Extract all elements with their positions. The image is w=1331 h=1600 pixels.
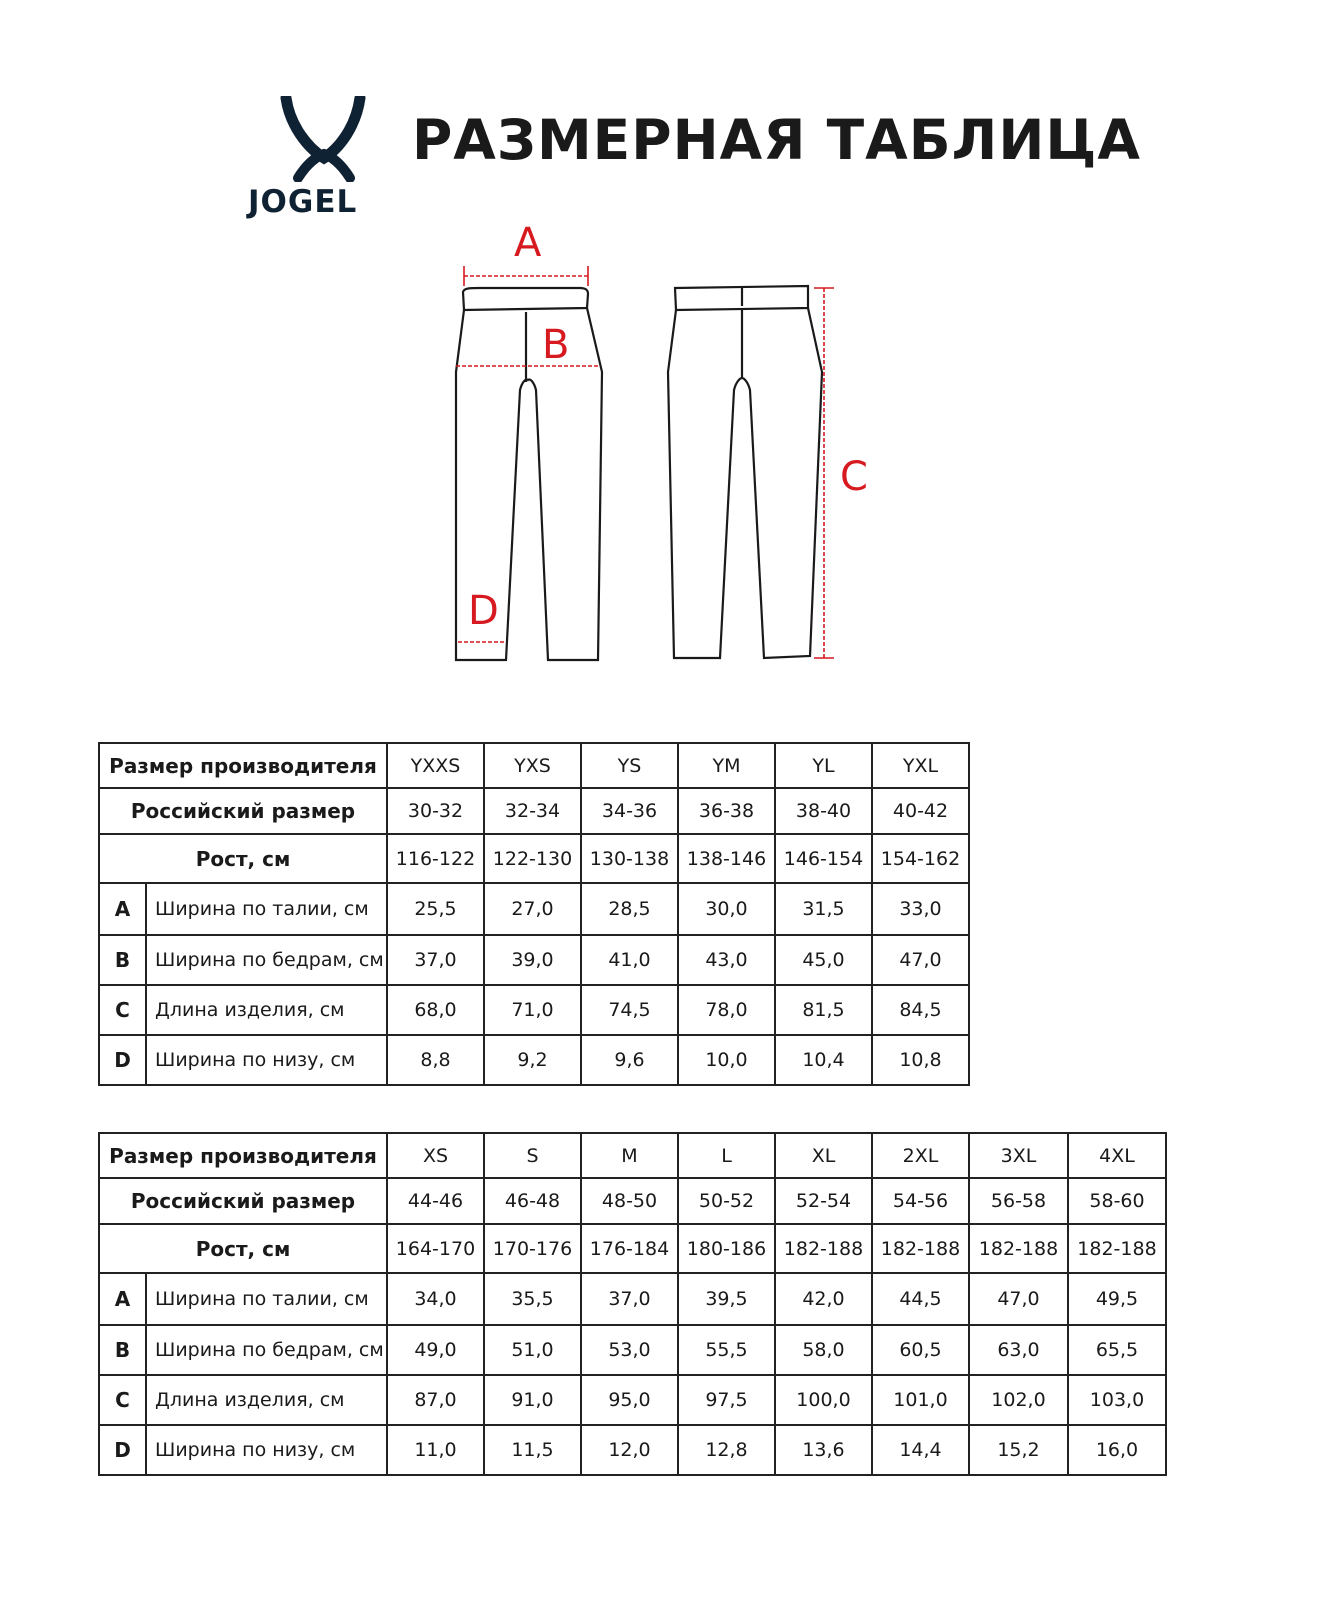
value-cell: 74,5 [581,985,678,1035]
table-row [99,1224,1166,1273]
measure-letter: B [99,935,146,985]
measure-letter: C [99,1375,146,1425]
value-cell: 39,0 [484,935,581,985]
label-a: A [514,222,542,266]
value-cell: 42,0 [775,1273,872,1325]
header-manufacturer-size: Размер производителя [99,1133,387,1178]
value-cell: 87,0 [387,1375,484,1425]
measure-label: Ширина по низу, см [146,1425,387,1475]
value-cell: 43,0 [678,935,775,985]
measure-label: Ширина по бедрам, см [146,935,387,985]
height-cell: 146-154 [775,834,872,883]
height-cell: 180-186 [678,1224,775,1273]
russian-size-cell: 34-36 [581,788,678,834]
value-cell: 44,5 [872,1273,969,1325]
label-d: D [468,588,499,634]
size-table-kids [98,742,970,1086]
height-cell: 182-188 [1068,1224,1166,1273]
russian-size-cell: 56-58 [969,1178,1068,1224]
value-cell: 37,0 [387,935,484,985]
value-cell: 47,0 [872,935,969,985]
value-cell: 31,5 [775,883,872,935]
size-cell: XS [387,1133,484,1178]
measure-label: Длина изделия, см [146,1375,387,1425]
value-cell: 53,0 [581,1325,678,1375]
value-cell: 65,5 [1068,1325,1166,1375]
value-cell: 12,8 [678,1425,775,1475]
measure-letter: A [99,1273,146,1325]
value-cell: 37,0 [581,1273,678,1325]
measure-label: Ширина по талии, см [146,883,387,935]
russian-size-cell: 54-56 [872,1178,969,1224]
russian-size-cell: 40-42 [872,788,969,834]
value-cell: 95,0 [581,1375,678,1425]
size-cell: 3XL [969,1133,1068,1178]
page-title: РАЗМЕРНАЯ ТАБЛИЦА [412,108,1141,172]
height-cell: 182-188 [872,1224,969,1273]
size-cell: YM [678,743,775,788]
brand-name: JOGEL [248,184,358,220]
dimension-b [456,322,600,368]
value-cell: 8,8 [387,1035,484,1085]
value-cell: 27,0 [484,883,581,935]
value-cell: 33,0 [872,883,969,935]
russian-size-cell: 36-38 [678,788,775,834]
header-russian-size: Российский размер [99,1178,387,1224]
value-cell: 81,5 [775,985,872,1035]
header-manufacturer-size: Размер производителя [99,743,387,788]
value-cell: 13,6 [775,1425,872,1475]
value-cell: 47,0 [969,1273,1068,1325]
size-table-adult [98,1132,1167,1476]
pants-back-illustration [668,286,822,658]
table-row [99,743,969,788]
size-cell: YS [581,743,678,788]
value-cell: 55,5 [678,1325,775,1375]
size-cell: L [678,1133,775,1178]
height-cell: 182-188 [969,1224,1068,1273]
size-cell: S [484,1133,581,1178]
russian-size-cell: 30-32 [387,788,484,834]
value-cell: 10,8 [872,1035,969,1085]
brand-logo [248,96,398,226]
dimension-c [814,288,868,658]
table-row [99,1273,1166,1325]
value-cell: 30,0 [678,883,775,935]
value-cell: 15,2 [969,1425,1068,1475]
value-cell: 39,5 [678,1273,775,1325]
russian-size-cell: 46-48 [484,1178,581,1224]
value-cell: 84,5 [872,985,969,1035]
height-cell: 122-130 [484,834,581,883]
value-cell: 49,0 [387,1325,484,1375]
size-cell: 2XL [872,1133,969,1178]
value-cell: 97,5 [678,1375,775,1425]
size-cell: 4XL [1068,1133,1166,1178]
size-cell: M [581,1133,678,1178]
russian-size-cell: 50-52 [678,1178,775,1224]
value-cell: 101,0 [872,1375,969,1425]
table-row [99,834,969,883]
header-russian-size: Российский размер [99,788,387,834]
value-cell: 10,4 [775,1035,872,1085]
value-cell: 51,0 [484,1325,581,1375]
value-cell: 12,0 [581,1425,678,1475]
russian-size-cell: 52-54 [775,1178,872,1224]
table-row [99,788,969,834]
table-row [99,1178,1166,1224]
size-cell: YXXS [387,743,484,788]
value-cell: 41,0 [581,935,678,985]
dimension-a [464,222,588,286]
table-row [99,1425,1166,1475]
measure-label: Длина изделия, см [146,985,387,1035]
value-cell: 25,5 [387,883,484,935]
russian-size-cell: 44-46 [387,1178,484,1224]
value-cell: 60,5 [872,1325,969,1375]
height-cell: 182-188 [775,1224,872,1273]
height-cell: 130-138 [581,834,678,883]
value-cell: 11,5 [484,1425,581,1475]
value-cell: 11,0 [387,1425,484,1475]
dimension-d [458,588,504,642]
label-b: B [542,322,570,368]
value-cell: 14,4 [872,1425,969,1475]
russian-size-cell: 48-50 [581,1178,678,1224]
measure-letter: B [99,1325,146,1375]
russian-size-cell: 38-40 [775,788,872,834]
value-cell: 78,0 [678,985,775,1035]
value-cell: 10,0 [678,1035,775,1085]
value-cell: 49,5 [1068,1273,1166,1325]
table-row [99,1375,1166,1425]
measure-letter: D [99,1425,146,1475]
jogel-emblem-icon [278,96,368,182]
value-cell: 71,0 [484,985,581,1035]
table-row [99,1133,1166,1178]
value-cell: 34,0 [387,1273,484,1325]
table-row [99,935,969,985]
size-cell: YL [775,743,872,788]
value-cell: 100,0 [775,1375,872,1425]
measure-label: Ширина по талии, см [146,1273,387,1325]
measure-label: Ширина по бедрам, см [146,1325,387,1375]
height-cell: 154-162 [872,834,969,883]
header-height: Рост, см [99,834,387,883]
value-cell: 9,6 [581,1035,678,1085]
value-cell: 45,0 [775,935,872,985]
value-cell: 68,0 [387,985,484,1035]
measure-letter: C [99,985,146,1035]
value-cell: 63,0 [969,1325,1068,1375]
label-c: C [840,454,868,500]
value-cell: 103,0 [1068,1375,1166,1425]
height-cell: 164-170 [387,1224,484,1273]
value-cell: 9,2 [484,1035,581,1085]
russian-size-cell: 58-60 [1068,1178,1166,1224]
height-cell: 170-176 [484,1224,581,1273]
russian-size-cell: 32-34 [484,788,581,834]
table-row [99,883,969,935]
header-height: Рост, см [99,1224,387,1273]
table-row [99,1035,969,1085]
pants-measurement-diagram [430,222,880,672]
value-cell: 28,5 [581,883,678,935]
value-cell: 35,5 [484,1273,581,1325]
size-cell: YXL [872,743,969,788]
value-cell: 16,0 [1068,1425,1166,1475]
height-cell: 116-122 [387,834,484,883]
value-cell: 58,0 [775,1325,872,1375]
measure-label: Ширина по низу, см [146,1035,387,1085]
value-cell: 102,0 [969,1375,1068,1425]
value-cell: 91,0 [484,1375,581,1425]
table-row [99,985,969,1035]
table-row [99,1325,1166,1375]
height-cell: 176-184 [581,1224,678,1273]
size-cell: YXS [484,743,581,788]
height-cell: 138-146 [678,834,775,883]
size-cell: XL [775,1133,872,1178]
measure-letter: D [99,1035,146,1085]
measure-letter: A [99,883,146,935]
